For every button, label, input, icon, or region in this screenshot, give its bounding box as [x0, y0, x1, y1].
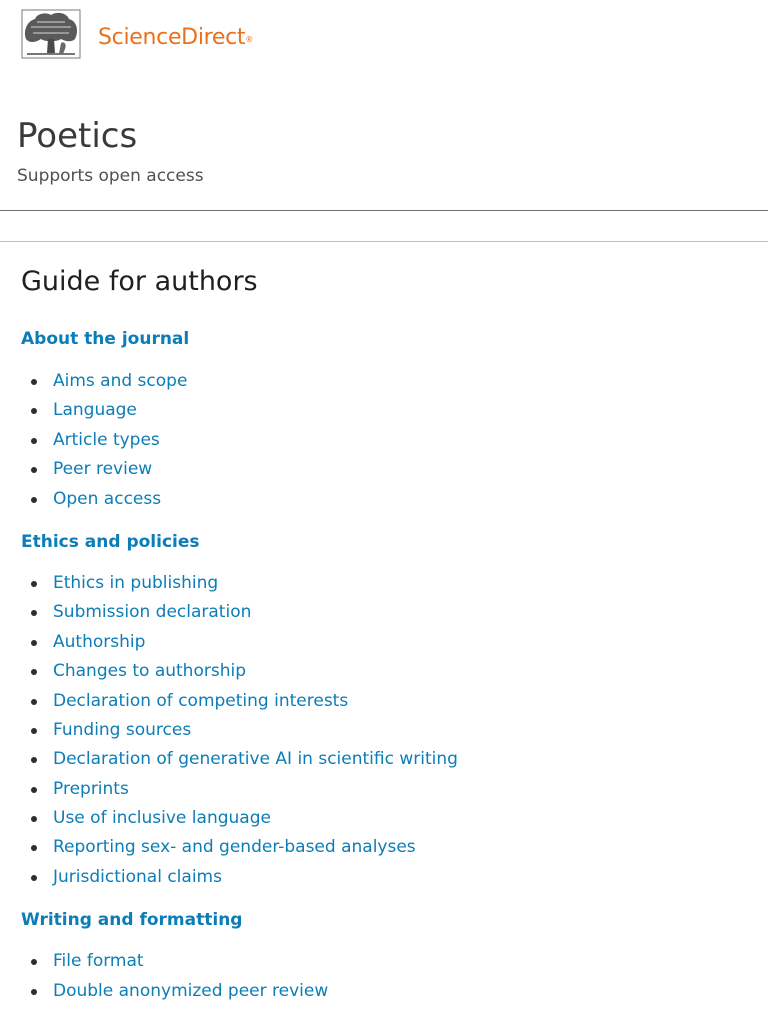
section-heading-writing-and-formatting[interactable]: Writing and formatting [21, 910, 243, 931]
journal-title: Poetics [17, 116, 138, 156]
site-header [0, 0, 768, 210]
toc-link[interactable]: Peer review [21, 457, 768, 486]
open-access-label: Supports open access [17, 166, 204, 186]
toc-link[interactable]: Funding sources [21, 718, 768, 747]
sciencedirect-logo[interactable] [98, 24, 253, 52]
toc-link[interactable]: Changes to authorship [21, 659, 768, 688]
toc-link[interactable]: Preprints [21, 777, 768, 806]
guide-for-authors [0, 242, 768, 1008]
header-divider [0, 210, 768, 211]
guide-title: Guide for authors [21, 266, 258, 297]
toc-link[interactable]: Declaration of competing interests [21, 689, 768, 718]
toc-link[interactable]: Declaration of generative AI in scientific writing [21, 747, 768, 776]
toc-link[interactable]: Language [21, 398, 768, 427]
toc-link[interactable]: Jurisdictional claims [21, 865, 768, 894]
about-the-journal-links [21, 369, 768, 516]
toc-link[interactable]: Double anonymized peer review [21, 979, 768, 1008]
toc-link[interactable]: Open access [21, 487, 768, 516]
toc-link[interactable]: Submission declaration [21, 600, 768, 629]
registered-mark: ® [245, 35, 253, 44]
ethics-and-policies-links [21, 571, 768, 894]
toc-link[interactable]: Use of inclusive language [21, 806, 768, 835]
toc-link[interactable]: File format [21, 949, 768, 978]
brand-name: ScienceDirect [98, 25, 246, 50]
toc-link[interactable]: Article types [21, 428, 768, 457]
toc-link[interactable]: Ethics in publishing [21, 571, 768, 600]
toc-link[interactable]: Aims and scope [21, 369, 768, 398]
toc-link[interactable]: Reporting sex- and gender-based analyses [21, 835, 768, 864]
toc-link[interactable]: Authorship [21, 630, 768, 659]
section-heading-about-the-journal[interactable]: About the journal [21, 329, 190, 349]
section-heading-ethics-and-policies[interactable]: Ethics and policies [21, 531, 200, 552]
writing-and-formatting-links [21, 949, 768, 1008]
elsevier-tree-logo[interactable] [21, 9, 81, 59]
